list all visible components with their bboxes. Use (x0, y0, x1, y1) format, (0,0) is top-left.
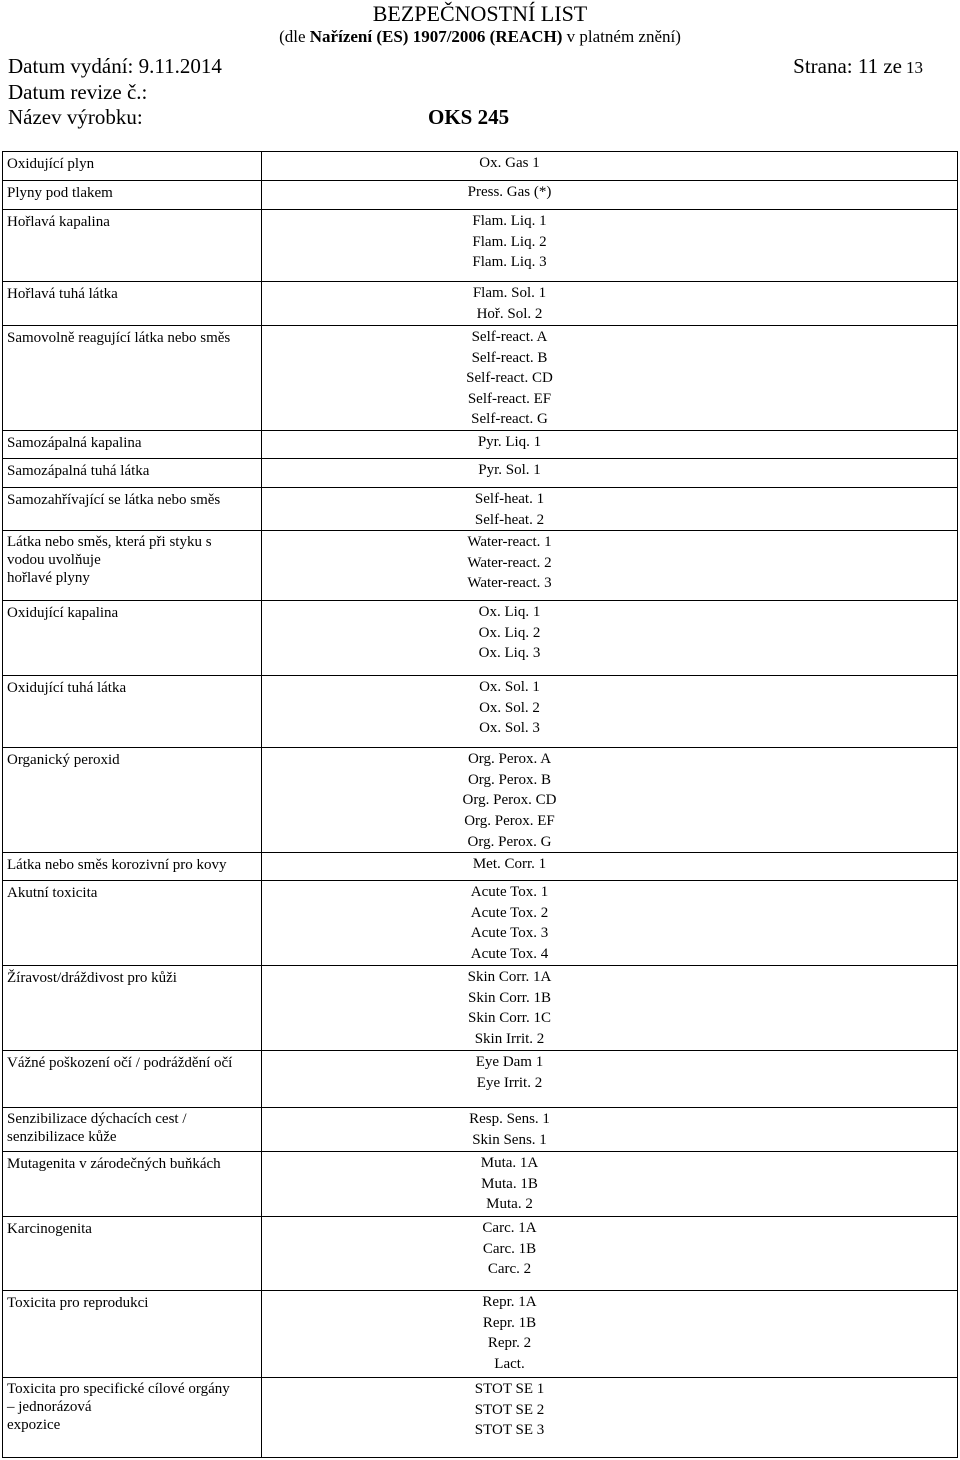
hazard-class-cell (3, 210, 262, 282)
table-row (3, 966, 958, 1051)
hazard-class-cell (3, 1217, 262, 1291)
hazard-code-cell (262, 853, 958, 881)
hazard-code-cell (262, 1152, 958, 1217)
table-row (3, 1378, 958, 1458)
hazard-code-cell (262, 152, 958, 181)
table-row (3, 676, 958, 748)
hazard-category-codes: Self-heat. 1 Self-heat. 2 (474, 490, 545, 528)
hazard-class-label: Hořlavá tuhá látka (7, 286, 118, 302)
hazard-category-codes: Carc. 1A Carc. 1B Carc. 2 (482, 1220, 537, 1278)
table-row (3, 181, 958, 210)
table-row (3, 1051, 958, 1108)
hazard-code-cell (262, 1108, 958, 1152)
hazard-class-label: Akutní toxicita (7, 885, 98, 902)
hazard-code-cell (262, 210, 958, 282)
hazard-code-cell (262, 531, 958, 601)
hazard-class-cell (3, 326, 262, 431)
hazard-code-cell (262, 487, 958, 530)
table-row (3, 1291, 958, 1378)
hazard-category-codes: Ox. Sol. 1 Ox. Sol. 2 Ox. Sol. 3 (479, 679, 540, 737)
hazard-classification-table (2, 151, 958, 1458)
regulation-subtitle (0, 27, 960, 47)
hazard-category-codes: Eye Dam 1 Eye Irrit. 2 (475, 1054, 544, 1091)
hazard-class-label: Žíravost/dráždivost pro kůži (7, 970, 177, 987)
table-row (3, 458, 958, 487)
hazard-code-cell (262, 881, 958, 966)
hazard-class-label: Látka nebo směs, která při styku s vodou uvolňuje hořlavé plyny (7, 534, 212, 587)
hazard-class-label: Samovolně reagující látka nebo směs (7, 330, 231, 346)
hazard-code-cell (262, 676, 958, 748)
hazard-class-label: Toxicita pro reprodukci (7, 1295, 149, 1312)
table-row (3, 531, 958, 601)
product-name: OKS 245 (428, 105, 510, 129)
table-row (3, 853, 958, 881)
hazard-code-cell (262, 458, 958, 487)
hazard-class-label: Samozápalná kapalina (7, 434, 142, 451)
hazard-class-label: Hořlavá kapalina (7, 214, 110, 230)
table-row (3, 1152, 958, 1217)
hazard-category-codes: Flam. Sol. 1 Hoř. Sol. 2 (472, 285, 547, 322)
hazard-code-cell (262, 601, 958, 676)
table-row (3, 282, 958, 326)
hazard-code-cell (262, 1378, 958, 1458)
hazard-class-cell (3, 1051, 262, 1108)
table-row (3, 487, 958, 530)
hazard-category-codes: Met. Corr. 1 (472, 856, 547, 873)
revision-date: Datum revize č.: (8, 80, 148, 104)
table-row (3, 152, 958, 181)
hazard-class-label: Oxidující plyn (7, 156, 95, 172)
hazard-class-label: Toxicita pro specifické cílové orgány – jednorázová expozice (7, 1381, 230, 1434)
hazard-class-cell (3, 966, 262, 1051)
hazard-class-cell (3, 1108, 262, 1152)
hazard-category-codes: Flam. Liq. 1 Flam. Liq. 2 Flam. Liq. 3 (472, 213, 547, 271)
hazard-category-codes: Org. Perox. A Org. Perox. B Org. Perox. CD Org. Perox. EF Org. Perox. G (462, 751, 557, 850)
table-row (3, 210, 958, 282)
hazard-code-cell (262, 181, 958, 210)
hazard-code-cell (262, 282, 958, 326)
hazard-class-label: Samozahřívající se látka nebo směs (7, 491, 221, 508)
hazard-category-codes: Acute Tox. 1 Acute Tox. 2 Acute Tox. 3 Acute Tox. 4 (470, 884, 549, 962)
hazard-code-cell (262, 326, 958, 431)
hazard-class-cell (3, 531, 262, 601)
hazard-class-label: Karcinogenita (7, 1221, 92, 1238)
table-row (3, 326, 958, 431)
product-label: Název výrobku: (8, 105, 143, 129)
hazard-code-cell (262, 1051, 958, 1108)
hazard-category-codes: Resp. Sens. 1 Skin Sens. 1 (469, 1111, 550, 1148)
hazard-code-cell (262, 966, 958, 1051)
hazard-category-codes: Self-react. A Self-react. B Self-react. CD Self-react. EF Self-react. G (466, 329, 553, 428)
table-row (3, 1108, 958, 1152)
hazard-class-cell (3, 853, 262, 881)
hazard-class-label: Senzibilizace dýchacích cest / senzibilizace kůže (7, 1111, 187, 1146)
hazard-category-codes: Skin Corr. 1A Skin Corr. 1B Skin Corr. 1C Skin Irrit. 2 (467, 969, 552, 1047)
table-row (3, 881, 958, 966)
hazard-class-label: Samozápalná tuhá látka (7, 462, 150, 479)
hazard-category-codes: Water-react. 1 Water-react. 2 Water-react. 3 (467, 534, 552, 592)
subtitle-suffix: v platném znění) (562, 27, 681, 46)
hazard-class-label: Vážné poškození očí / podráždění očí (7, 1055, 233, 1072)
hazard-class-cell (3, 282, 262, 326)
hazard-class-cell (3, 458, 262, 487)
hazard-class-label: Látka nebo směs korozivní pro kovy (7, 857, 227, 874)
document-title: BEZPEČNOSTNÍ LIST (372, 1, 588, 26)
hazard-class-cell (3, 1152, 262, 1217)
table-row (3, 601, 958, 676)
hazard-code-cell (262, 1291, 958, 1378)
hazard-category-codes: Muta. 1A Muta. 1B Muta. 2 (480, 1155, 539, 1213)
hazard-category-codes: Pyr. Sol. 1 (478, 461, 541, 478)
hazard-class-cell (3, 601, 262, 676)
regulation-name: Nařízení (ES) 1907/2006 (REACH) (309, 27, 563, 46)
hazard-class-label: Organický peroxid (7, 752, 120, 769)
hazard-class-cell (3, 181, 262, 210)
hazard-category-codes: STOT SE 1 STOT SE 2 STOT SE 3 (474, 1381, 545, 1439)
hazard-class-cell (3, 748, 262, 853)
hazard-class-label: Mutagenita v zárodečných buňkách (7, 1156, 221, 1173)
page-total: 13 (906, 58, 923, 77)
hazard-class-cell (3, 487, 262, 530)
subtitle-prefix: (dle (279, 27, 310, 46)
hazard-class-cell (3, 152, 262, 181)
hazard-class-cell (3, 676, 262, 748)
hazard-class-cell (3, 881, 262, 966)
table-row (3, 748, 958, 853)
hazard-category-codes: Press. Gas (*) (467, 184, 552, 200)
hazard-category-codes: Pyr. Liq. 1 (477, 433, 542, 450)
hazard-code-cell (262, 430, 958, 458)
table-row (3, 1217, 958, 1291)
hazard-class-cell (3, 1378, 262, 1458)
hazard-class-cell (3, 430, 262, 458)
hazard-category-codes: Ox. Gas 1 (479, 155, 540, 171)
hazard-category-codes: Ox. Liq. 1 Ox. Liq. 2 Ox. Liq. 3 (478, 604, 541, 662)
hazard-code-cell (262, 1217, 958, 1291)
page-label: Strana: 11 ze (793, 54, 902, 78)
hazard-code-cell (262, 748, 958, 853)
issue-date: Datum vydání: 9.11.2014 (8, 54, 222, 78)
table-row (3, 430, 958, 458)
hazard-class-label: Oxidující tuhá látka (7, 680, 127, 697)
hazard-category-codes: Repr. 1A Repr. 1B Repr. 2 Lact. (482, 1294, 537, 1372)
hazard-class-cell (3, 1291, 262, 1378)
hazard-class-label: Plyny pod tlakem (7, 185, 113, 201)
hazard-class-label: Oxidující kapalina (7, 605, 119, 622)
